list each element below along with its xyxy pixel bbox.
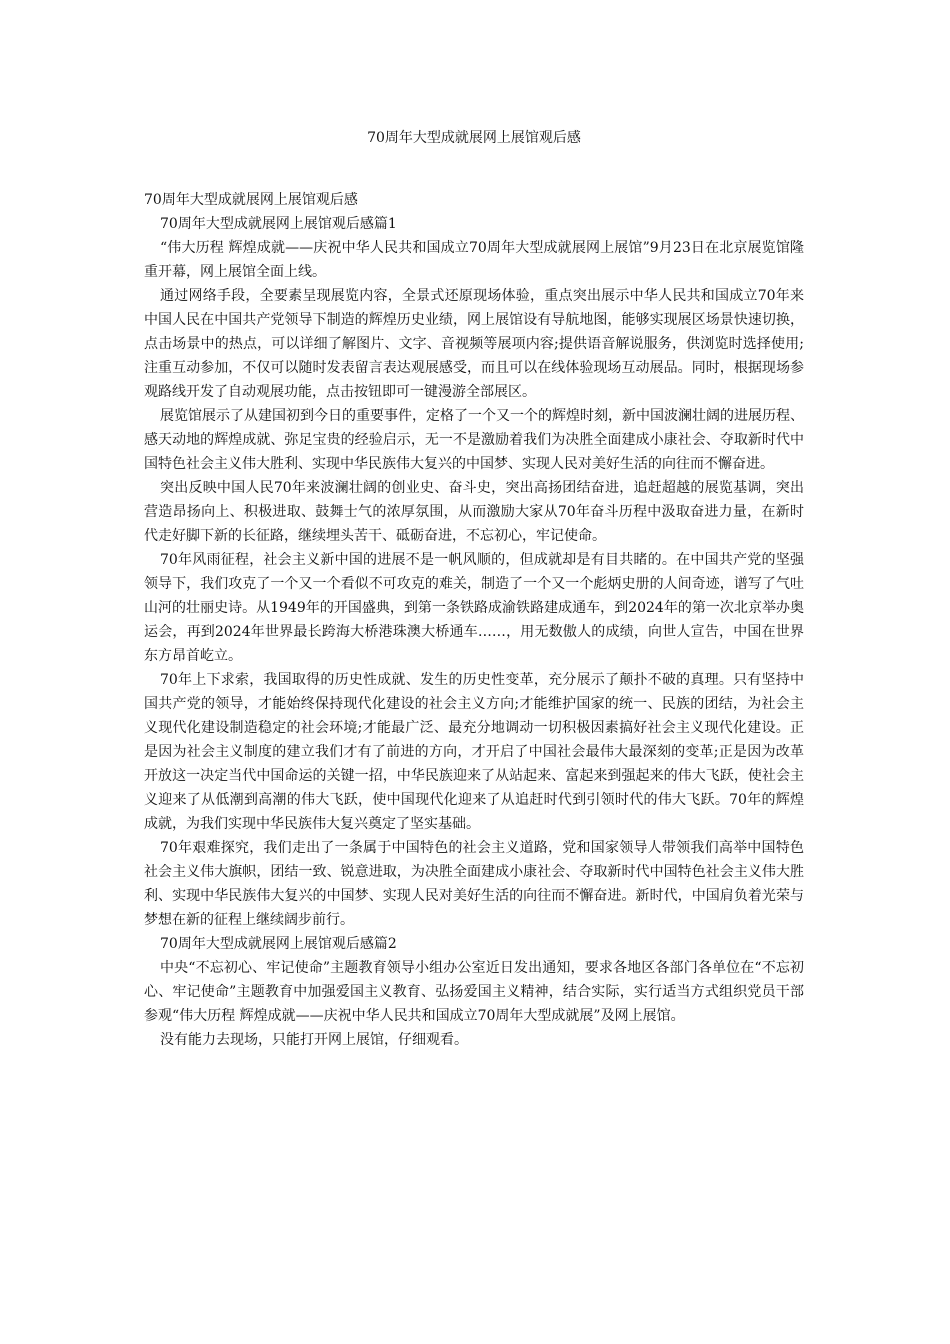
article-1-paragraph: 70年上下求索，我国取得的历史性成就、发生的历史性变革，充分展示了颠扑不破的真理。只有坚持中国共产党的领导，才能始终保持现代化建设的社会主义方向;才能维护国家的统一、民族的团结，为社会主义现代化建设制造稳定的社会环境;才能最广泛、最充分地调动一切积极因素搞好社会主义现代化建设。正是因为社会主义制度的建立我们才有了前进的方向，才开启了中国社会最伟大最深刻的变革;正是因为改革开放这一决定当代中国命运的关键一招，中华民族迎来了从站起来、富起来到强起来的伟大飞跃，使社会主义迎来了从低潮到高潮的伟大飞跃，使中国现代化迎来了从追赶时代到引领时代的伟大飞跃。70年的辉煌成就，为我们实现中华民族伟大复兴奠定了坚实基础。 [144, 672, 804, 832]
article-1-heading: 70周年大型成就展网上展馆观后感篇1 [160, 216, 397, 232]
article-1-paragraph: 70年艰难探究，我们走出了一条属于中国特色的社会主义道路，党和国家领导人带领我们高举中国特色社会主义伟大旗帜，团结一致、锐意进取，为决胜全面建成小康社会、夺取新时代中国特色社会主义伟大胜利、实现中华民族伟大复兴的中国梦、实现人民对美好生活的向往而不懈奋进。新时代，中国肩负着光荣与梦想在新的征程上继续阔步前行。 [144, 840, 804, 928]
document-page [144, 0, 804, 1052]
document-title: 70周年大型成就展网上展馆观后感 [367, 130, 581, 146]
article-2-heading: 70周年大型成就展网上展馆观后感篇2 [160, 936, 397, 952]
article-1-paragraph: 70年风雨征程，社会主义新中国的进展不是一帆风顺的，但成就却是有目共睹的。在中国共产党的坚强领导下，我们攻克了一个又一个看似不可攻克的难关，制造了一个又一个彪炳史册的人间奇迹，谱写了气吐山河的壮丽史诗。从1949年的开国盛典，到第一条铁路成渝铁路建成通车，到2024年的第一次北京举办奥运会，再到2024年世界最长跨海大桥港珠澳大桥通车……，用无数傲人的成绩，向世人宣告，中国在世界东方昂首屹立。 [144, 552, 804, 664]
article-1-paragraph: “伟大历程 辉煌成就——庆祝中华人民共和国成立70周年大型成就展网上展馆”9月23日在北京展览馆隆重开幕，网上展馆全面上线。 [144, 240, 804, 280]
article-1-paragraph: 突出反映中国人民70年来波澜壮阔的创业史、奋斗史，突出高扬团结奋进，追赶超越的展览基调，突出营造昂扬向上、积极进取、鼓舞士气的浓厚氛围，从而激励大家从70年奋斗历程中汲取奋进力量，在新时代走好脚下新的长征路，继续埋头苦干、砥砺奋进，不忘初心，牢记使命。 [144, 480, 804, 544]
article-2-paragraph: 中央“不忘初心、牢记使命”主题教育领导小组办公室近日发出通知，要求各地区各部门各单位在“不忘初心、牢记使命”主题教育中加强爱国主义教育、弘扬爱国主义精神，结合实际，实行适当方式组织党员干部参观“伟大历程 辉煌成就——庆祝中华人民共和国成立70周年大型成就展”及网上展馆。 [144, 960, 804, 1024]
article-2-paragraph: 没有能力去现场，只能打开网上展馆，仔细观看。 [160, 1032, 468, 1048]
article-1-paragraph: 通过网络手段，全要素呈现展览内容，全景式还原现场体验，重点突出展示中华人民共和国成立70年来中国人民在中国共产党领导下制造的辉煌历史业绩，网上展馆设有导航地图，能够实现展区场景快速切换，点击场景中的热点，可以详细了解图片、文字、音视频等展项内容;提供语音解说服务，供浏览时选择使用;注重互动参加，不仅可以随时发表留言表达观展感受，而且可以在线体验现场互动展品。同时，根据现场参观路线开发了自动观展功能，点击按钮即可一键漫游全部展区。 [144, 288, 804, 400]
article-1-paragraph: 展览馆展示了从建国初到今日的重要事件，定格了一个又一个的辉煌时刻，新中国波澜壮阔的进展历程、感天动地的辉煌成就、弥足宝贵的经验启示，无一不是激励着我们为决胜全面建成小康社会、夺取新时代中国特色社会主义伟大胜利、实现中华民族伟大复兴的中国梦、实现人民对美好生活的向往而不懈奋进。 [144, 408, 804, 472]
document-subtitle: 70周年大型成就展网上展馆观后感 [144, 192, 358, 208]
